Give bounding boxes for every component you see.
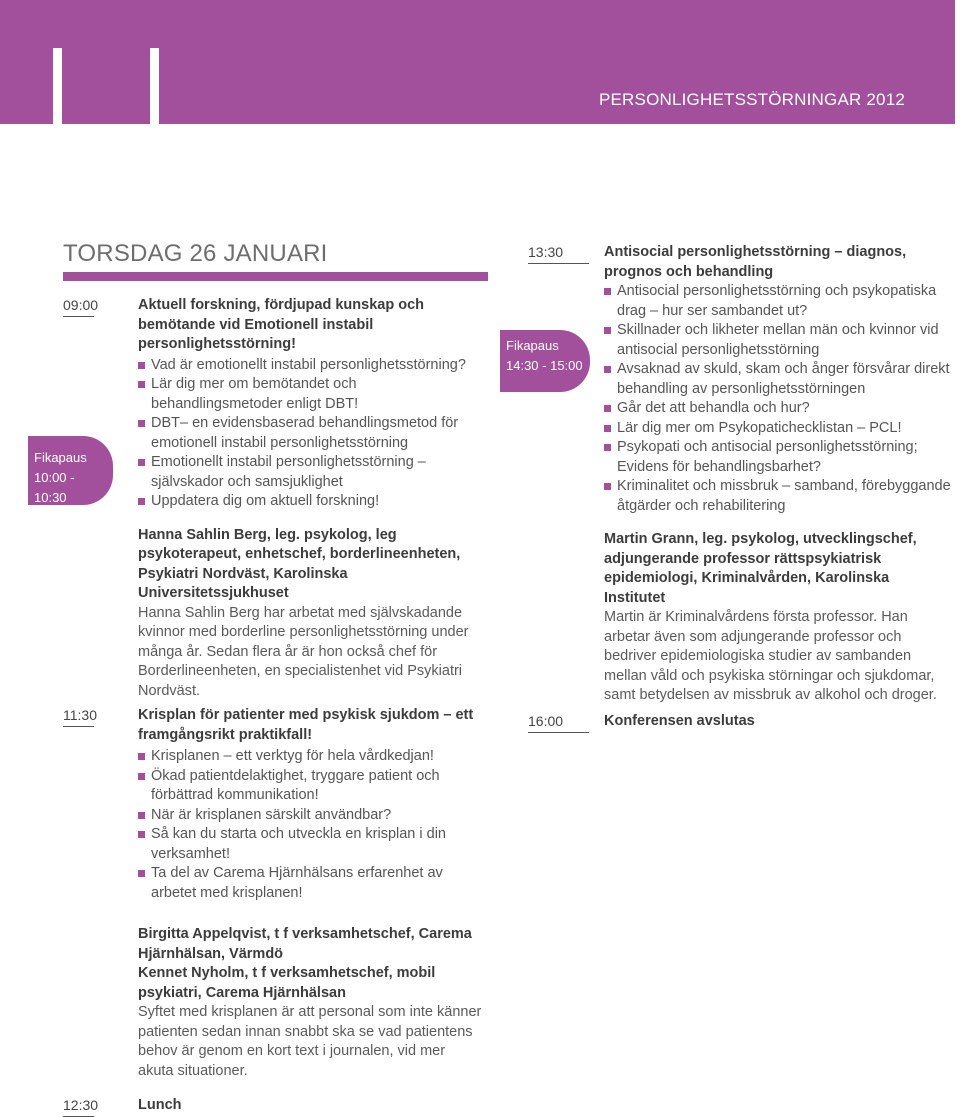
day-title: TORSDAG 26 JANUARI — [63, 240, 328, 267]
list-item: Psykopati och antisocial personlighetsstörning; Evidens för behandlingsbarhet? — [604, 438, 954, 477]
session-time: 12:30 — [63, 1097, 94, 1117]
break-time: 14:30 - 15:00 — [506, 358, 583, 373]
break-tab-afternoon — [500, 330, 590, 392]
list-item: Lär dig mer om Psykopatichecklistan – PCL! — [604, 419, 954, 439]
speaker: Kennet Nyholm, t f verksamhetschef, mobil psykiatri, Carema Hjärnhälsan — [138, 965, 436, 1001]
session-bullets — [138, 747, 483, 903]
speaker: Birgitta Appelqvist, t f verksamhetschef, Carema Hjärnhälsan, Värmdö — [138, 926, 472, 962]
list-item: Krisplanen – ett verktyg för hela vårdkedjan! — [138, 747, 483, 767]
session-1330 — [604, 243, 954, 706]
break-tab-morning — [28, 436, 113, 505]
list-item: Antisocial personlighetsstörning och psykopatiska drag – hur ser sambandet ut? — [604, 282, 954, 321]
session-closing: Konferensen avslutas — [604, 713, 755, 729]
break-time: 10:00 - 10:30 — [34, 470, 75, 505]
list-item: DBT– en evidensbaserad behandlingsmetod för emotionell instabil personlighetsstörning — [138, 414, 483, 453]
logo-bar-right — [150, 48, 159, 128]
list-item: Så kan du starta och utveckla en krisplan i din verksamhet! — [138, 825, 483, 864]
session-title: Aktuell forskning, fördjupad kunskap och bemötande vid Emotionell instabil personlighetsstörning! — [138, 297, 424, 352]
session-time: 13:30 — [528, 244, 589, 264]
session-lunch: Lunch — [138, 1097, 182, 1113]
session-bullets — [138, 356, 483, 512]
session-time: 09:00 — [63, 297, 94, 317]
list-item: Avsaknad av skuld, skam och ånger försvårar direkt behandling av personlighetsstörningen — [604, 360, 954, 399]
session-time: 11:30 — [63, 707, 94, 727]
break-label: Fikapaus — [34, 450, 87, 465]
logo-bar-left — [53, 48, 62, 128]
list-item: Ta del av Carema Hjärnhälsans erfarenhet av arbetet med krisplanen! — [138, 864, 483, 903]
speaker: Hanna Sahlin Berg, leg. psykolog, leg psykoterapeut, enhetschef, borderlineenheten, Psykiatri Nordväst, Karolinska Universitetssjukhuset — [138, 526, 461, 601]
session-title: Antisocial personlighetsstörning – diagnos, prognos och behandling — [604, 244, 907, 280]
session-title: Krisplan för patienter med psykisk sjukdom – ett framgångsrikt praktikfall! — [138, 707, 474, 743]
session-time: 16:00 — [528, 713, 589, 733]
header-title: PERSONLIGHETSSTÖRNINGAR 2012 — [598, 90, 905, 109]
list-item: Uppdatera dig om aktuell forskning! — [138, 492, 483, 512]
session-0900 — [138, 296, 483, 701]
speaker: Martin Grann, leg. psykolog, utvecklingschef, adjungerande professor rättspsykiatrisk epidemiologi, Kriminalvården, Karolinska Institutet — [604, 531, 917, 606]
list-item: Ökad patientdelaktighet, tryggare patient och förbättrad kommunikation! — [138, 767, 483, 806]
day-title-rule — [63, 272, 488, 281]
session-1130 — [138, 706, 483, 1081]
list-item: När är krisplanen särskilt användbar? — [138, 806, 483, 826]
break-label: Fikapaus — [506, 338, 559, 353]
list-item: Emotionellt instabil personlighetsstörning – självskador och samsjuklighet — [138, 453, 483, 492]
speaker-description: Syftet med krisplanen är att personal som inte känner patienten sedan innan snabbt ska se vad patientens behov är genom en kort text i journalen, vid mer akuta situationer. — [138, 1004, 482, 1079]
speaker-description: Martin är Kriminalvårdens första professor. Han arbetar även som adjungerande professor och bedriver epidemiologiska studier av sambanden mellan våld och psykiska störningar och sjukdomar, samt betydelsen av missbruk av alkohol och droger. — [604, 609, 937, 703]
list-item: Går det att behandla och hur? — [604, 399, 954, 419]
header-band — [0, 0, 955, 124]
list-item: Lär dig mer om bemötandet och behandlingsmetoder enligt DBT! — [138, 375, 483, 414]
speaker-description: Hanna Sahlin Berg har arbetat med självskadande kvinnor med borderline personlighetsstörning under många år. Sedan flera år är hon också chef för Borderlineenheten, en specialistenhet vid Psykiatri Nordväst. — [138, 604, 469, 699]
list-item: Skillnader och likheter mellan män och kvinnor vid antisocial personlighetsstörning — [604, 321, 954, 360]
list-item: Vad är emotionellt instabil personlighetsstörning? — [138, 356, 483, 376]
session-bullets — [604, 282, 954, 516]
list-item: Kriminalitet och missbruk – samband, förebyggande åtgärder och rehabilitering — [604, 477, 954, 516]
